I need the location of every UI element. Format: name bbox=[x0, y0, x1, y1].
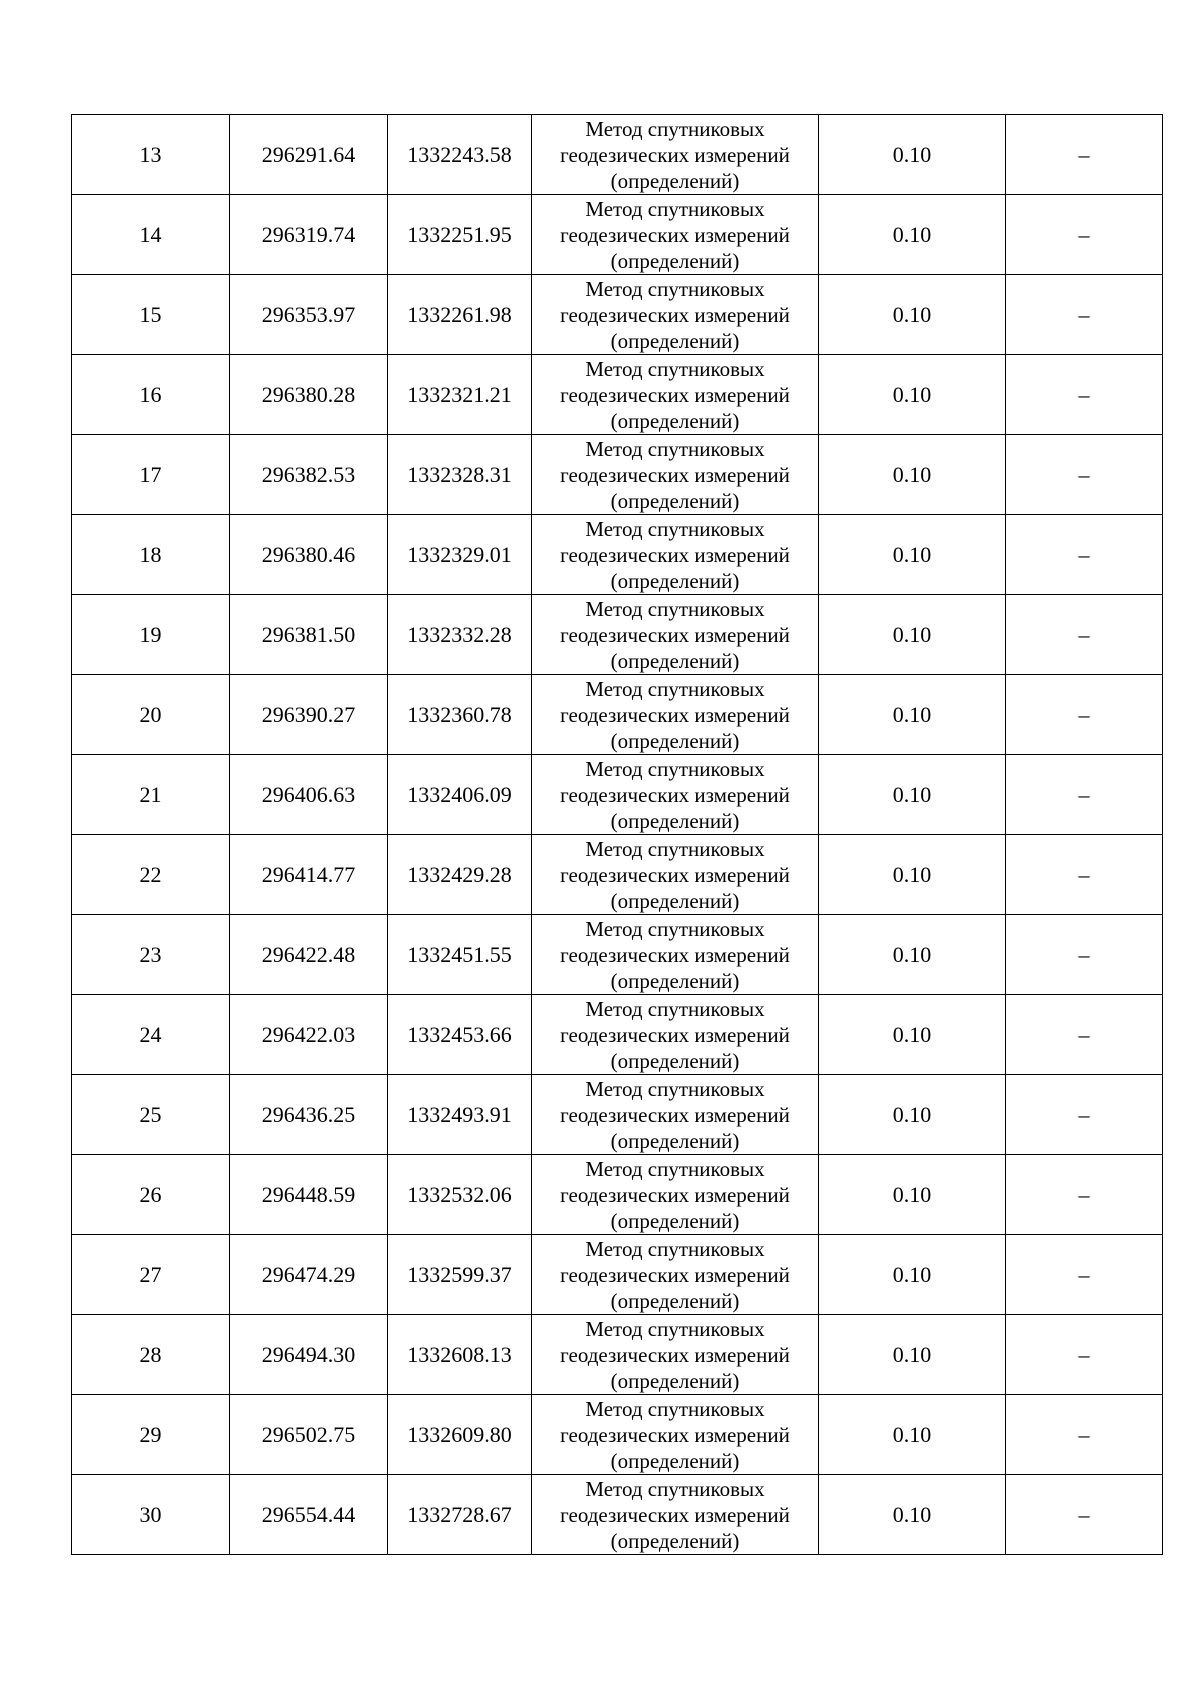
note-cell: – bbox=[1006, 515, 1163, 595]
y-coordinate-cell: 1332243.58 bbox=[388, 115, 532, 195]
x-coordinate-cell: 296291.64 bbox=[230, 115, 388, 195]
method-text-line: геодезических измерений bbox=[560, 1102, 790, 1127]
y-coordinate-cell: 1332261.98 bbox=[388, 275, 532, 355]
method-text-line: Метод спутниковых bbox=[585, 676, 765, 701]
accuracy-cell: 0.10 bbox=[819, 1075, 1006, 1155]
y-coordinate-cell: 1332728.67 bbox=[388, 1475, 532, 1555]
point-number-cell: 24 bbox=[72, 995, 230, 1075]
method-text-line: геодезических измерений bbox=[560, 622, 790, 647]
method-cell bbox=[532, 1315, 819, 1395]
accuracy-cell: 0.10 bbox=[819, 355, 1006, 435]
method-text-line: (определений) bbox=[610, 1448, 740, 1473]
method-text-line: геодезических измерений bbox=[560, 782, 790, 807]
method-text-line: (определений) bbox=[610, 408, 740, 433]
method-text-line: (определений) bbox=[610, 248, 740, 273]
method-cell bbox=[532, 755, 819, 835]
method-text-line: (определений) bbox=[610, 488, 740, 513]
accuracy-cell: 0.10 bbox=[819, 1235, 1006, 1315]
accuracy-cell: 0.10 bbox=[819, 675, 1006, 755]
point-number-cell: 23 bbox=[72, 915, 230, 995]
table-row bbox=[72, 995, 1163, 1075]
method-cell bbox=[532, 275, 819, 355]
point-number-cell: 28 bbox=[72, 1315, 230, 1395]
method-text-line: (определений) bbox=[610, 1288, 740, 1313]
method-cell bbox=[532, 355, 819, 435]
method-cell bbox=[532, 1235, 819, 1315]
note-cell: – bbox=[1006, 115, 1163, 195]
method-text-line: Метод спутниковых bbox=[585, 1156, 765, 1181]
method-text-line: Метод спутниковых bbox=[585, 916, 765, 941]
method-cell bbox=[532, 515, 819, 595]
table-row bbox=[72, 435, 1163, 515]
method-text-line: геодезических измерений bbox=[560, 1342, 790, 1367]
point-number-cell: 15 bbox=[72, 275, 230, 355]
table-row bbox=[72, 1315, 1163, 1395]
table-row bbox=[72, 595, 1163, 675]
method-text-line: (определений) bbox=[610, 968, 740, 993]
point-number-cell: 30 bbox=[72, 1475, 230, 1555]
x-coordinate-cell: 296390.27 bbox=[230, 675, 388, 755]
method-text-line: геодезических измерений bbox=[560, 222, 790, 247]
note-cell: – bbox=[1006, 1155, 1163, 1235]
note-cell: – bbox=[1006, 995, 1163, 1075]
point-number-cell: 27 bbox=[72, 1235, 230, 1315]
x-coordinate-cell: 296382.53 bbox=[230, 435, 388, 515]
method-text-line: геодезических измерений bbox=[560, 1182, 790, 1207]
x-coordinate-cell: 296406.63 bbox=[230, 755, 388, 835]
x-coordinate-cell: 296380.46 bbox=[230, 515, 388, 595]
accuracy-cell: 0.10 bbox=[819, 515, 1006, 595]
x-coordinate-cell: 296474.29 bbox=[230, 1235, 388, 1315]
method-cell bbox=[532, 435, 819, 515]
note-cell: – bbox=[1006, 595, 1163, 675]
accuracy-cell: 0.10 bbox=[819, 915, 1006, 995]
method-text-line: геодезических измерений bbox=[560, 1422, 790, 1447]
method-text-line: (определений) bbox=[610, 888, 740, 913]
accuracy-cell: 0.10 bbox=[819, 1395, 1006, 1475]
method-text-line: (определений) bbox=[610, 1528, 740, 1553]
note-cell: – bbox=[1006, 1395, 1163, 1475]
point-number-cell: 25 bbox=[72, 1075, 230, 1155]
x-coordinate-cell: 296319.74 bbox=[230, 195, 388, 275]
method-cell bbox=[532, 1075, 819, 1155]
y-coordinate-cell: 1332609.80 bbox=[388, 1395, 532, 1475]
coordinates-table bbox=[71, 114, 1163, 1555]
point-number-cell: 19 bbox=[72, 595, 230, 675]
accuracy-cell: 0.10 bbox=[819, 195, 1006, 275]
point-number-cell: 22 bbox=[72, 835, 230, 915]
accuracy-cell: 0.10 bbox=[819, 835, 1006, 915]
accuracy-cell: 0.10 bbox=[819, 435, 1006, 515]
method-text-line: Метод спутниковых bbox=[585, 196, 765, 221]
note-cell: – bbox=[1006, 835, 1163, 915]
table-row bbox=[72, 1395, 1163, 1475]
y-coordinate-cell: 1332321.21 bbox=[388, 355, 532, 435]
method-text-line: геодезических измерений bbox=[560, 1022, 790, 1047]
x-coordinate-cell: 296422.03 bbox=[230, 995, 388, 1075]
note-cell: – bbox=[1006, 275, 1163, 355]
x-coordinate-cell: 296554.44 bbox=[230, 1475, 388, 1555]
x-coordinate-cell: 296436.25 bbox=[230, 1075, 388, 1155]
method-cell bbox=[532, 675, 819, 755]
y-coordinate-cell: 1332493.91 bbox=[388, 1075, 532, 1155]
method-text-line: Метод спутниковых bbox=[585, 1396, 765, 1421]
method-text-line: Метод спутниковых bbox=[585, 1316, 765, 1341]
method-text-line: геодезических измерений bbox=[560, 462, 790, 487]
method-text-line: (определений) bbox=[610, 168, 740, 193]
y-coordinate-cell: 1332360.78 bbox=[388, 675, 532, 755]
accuracy-cell: 0.10 bbox=[819, 1155, 1006, 1235]
method-text-line: геодезических измерений bbox=[560, 302, 790, 327]
method-text-line: геодезических измерений bbox=[560, 862, 790, 887]
method-text-line: геодезических измерений bbox=[560, 542, 790, 567]
method-cell bbox=[532, 835, 819, 915]
table-row bbox=[72, 515, 1163, 595]
method-text-line: (определений) bbox=[610, 1048, 740, 1073]
point-number-cell: 14 bbox=[72, 195, 230, 275]
point-number-cell: 29 bbox=[72, 1395, 230, 1475]
y-coordinate-cell: 1332532.06 bbox=[388, 1155, 532, 1235]
method-cell bbox=[532, 1395, 819, 1475]
x-coordinate-cell: 296494.30 bbox=[230, 1315, 388, 1395]
point-number-cell: 13 bbox=[72, 115, 230, 195]
method-text-line: Метод спутниковых bbox=[585, 996, 765, 1021]
method-text-line: (определений) bbox=[610, 808, 740, 833]
x-coordinate-cell: 296380.28 bbox=[230, 355, 388, 435]
y-coordinate-cell: 1332429.28 bbox=[388, 835, 532, 915]
x-coordinate-cell: 296448.59 bbox=[230, 1155, 388, 1235]
table-row bbox=[72, 675, 1163, 755]
accuracy-cell: 0.10 bbox=[819, 115, 1006, 195]
method-text-line: (определений) bbox=[610, 1208, 740, 1233]
table-row bbox=[72, 835, 1163, 915]
point-number-cell: 16 bbox=[72, 355, 230, 435]
method-text-line: Метод спутниковых bbox=[585, 1076, 765, 1101]
point-number-cell: 21 bbox=[72, 755, 230, 835]
method-text-line: (определений) bbox=[610, 1128, 740, 1153]
note-cell: – bbox=[1006, 675, 1163, 755]
method-text-line: Метод спутниковых bbox=[585, 276, 765, 301]
x-coordinate-cell: 296353.97 bbox=[230, 275, 388, 355]
method-cell bbox=[532, 1155, 819, 1235]
method-text-line: геодезических измерений bbox=[560, 382, 790, 407]
x-coordinate-cell: 296414.77 bbox=[230, 835, 388, 915]
y-coordinate-cell: 1332332.28 bbox=[388, 595, 532, 675]
note-cell: – bbox=[1006, 1475, 1163, 1555]
y-coordinate-cell: 1332406.09 bbox=[388, 755, 532, 835]
point-number-cell: 26 bbox=[72, 1155, 230, 1235]
method-text-line: Метод спутниковых bbox=[585, 516, 765, 541]
y-coordinate-cell: 1332329.01 bbox=[388, 515, 532, 595]
point-number-cell: 17 bbox=[72, 435, 230, 515]
method-text-line: Метод спутниковых bbox=[585, 356, 765, 381]
note-cell: – bbox=[1006, 435, 1163, 515]
note-cell: – bbox=[1006, 195, 1163, 275]
table-row bbox=[72, 1155, 1163, 1235]
method-text-line: геодезических измерений bbox=[560, 1502, 790, 1527]
y-coordinate-cell: 1332251.95 bbox=[388, 195, 532, 275]
method-text-line: геодезических измерений bbox=[560, 702, 790, 727]
y-coordinate-cell: 1332451.55 bbox=[388, 915, 532, 995]
table-row bbox=[72, 275, 1163, 355]
note-cell: – bbox=[1006, 1075, 1163, 1155]
method-text-line: Метод спутниковых bbox=[585, 756, 765, 781]
point-number-cell: 18 bbox=[72, 515, 230, 595]
table-row bbox=[72, 1235, 1163, 1315]
method-text-line: (определений) bbox=[610, 728, 740, 753]
accuracy-cell: 0.10 bbox=[819, 595, 1006, 675]
method-cell bbox=[532, 1475, 819, 1555]
y-coordinate-cell: 1332608.13 bbox=[388, 1315, 532, 1395]
method-text-line: Метод спутниковых bbox=[585, 116, 765, 141]
x-coordinate-cell: 296422.48 bbox=[230, 915, 388, 995]
table-body bbox=[72, 115, 1163, 1555]
table-row bbox=[72, 1475, 1163, 1555]
table-row bbox=[72, 1075, 1163, 1155]
y-coordinate-cell: 1332453.66 bbox=[388, 995, 532, 1075]
table-row bbox=[72, 355, 1163, 435]
method-cell bbox=[532, 595, 819, 675]
x-coordinate-cell: 296502.75 bbox=[230, 1395, 388, 1475]
method-cell bbox=[532, 195, 819, 275]
note-cell: – bbox=[1006, 915, 1163, 995]
note-cell: – bbox=[1006, 355, 1163, 435]
method-cell bbox=[532, 915, 819, 995]
x-coordinate-cell: 296381.50 bbox=[230, 595, 388, 675]
note-cell: – bbox=[1006, 1315, 1163, 1395]
note-cell: – bbox=[1006, 755, 1163, 835]
table-row bbox=[72, 195, 1163, 275]
method-text-line: Метод спутниковых bbox=[585, 1236, 765, 1261]
method-text-line: Метод спутниковых bbox=[585, 436, 765, 461]
table-row bbox=[72, 755, 1163, 835]
point-number-cell: 20 bbox=[72, 675, 230, 755]
accuracy-cell: 0.10 bbox=[819, 275, 1006, 355]
accuracy-cell: 0.10 bbox=[819, 1475, 1006, 1555]
method-text-line: геодезических измерений bbox=[560, 942, 790, 967]
note-cell: – bbox=[1006, 1235, 1163, 1315]
method-cell bbox=[532, 115, 819, 195]
method-text-line: геодезических измерений bbox=[560, 142, 790, 167]
method-text-line: (определений) bbox=[610, 648, 740, 673]
method-text-line: геодезических измерений bbox=[560, 1262, 790, 1287]
table-row bbox=[72, 115, 1163, 195]
accuracy-cell: 0.10 bbox=[819, 1315, 1006, 1395]
method-text-line: Метод спутниковых bbox=[585, 836, 765, 861]
table-row bbox=[72, 915, 1163, 995]
method-text-line: Метод спутниковых bbox=[585, 596, 765, 621]
y-coordinate-cell: 1332328.31 bbox=[388, 435, 532, 515]
method-text-line: Метод спутниковых bbox=[585, 1476, 765, 1501]
method-text-line: (определений) bbox=[610, 568, 740, 593]
method-text-line: (определений) bbox=[610, 328, 740, 353]
accuracy-cell: 0.10 bbox=[819, 755, 1006, 835]
method-text-line: (определений) bbox=[610, 1368, 740, 1393]
y-coordinate-cell: 1332599.37 bbox=[388, 1235, 532, 1315]
accuracy-cell: 0.10 bbox=[819, 995, 1006, 1075]
method-cell bbox=[532, 995, 819, 1075]
